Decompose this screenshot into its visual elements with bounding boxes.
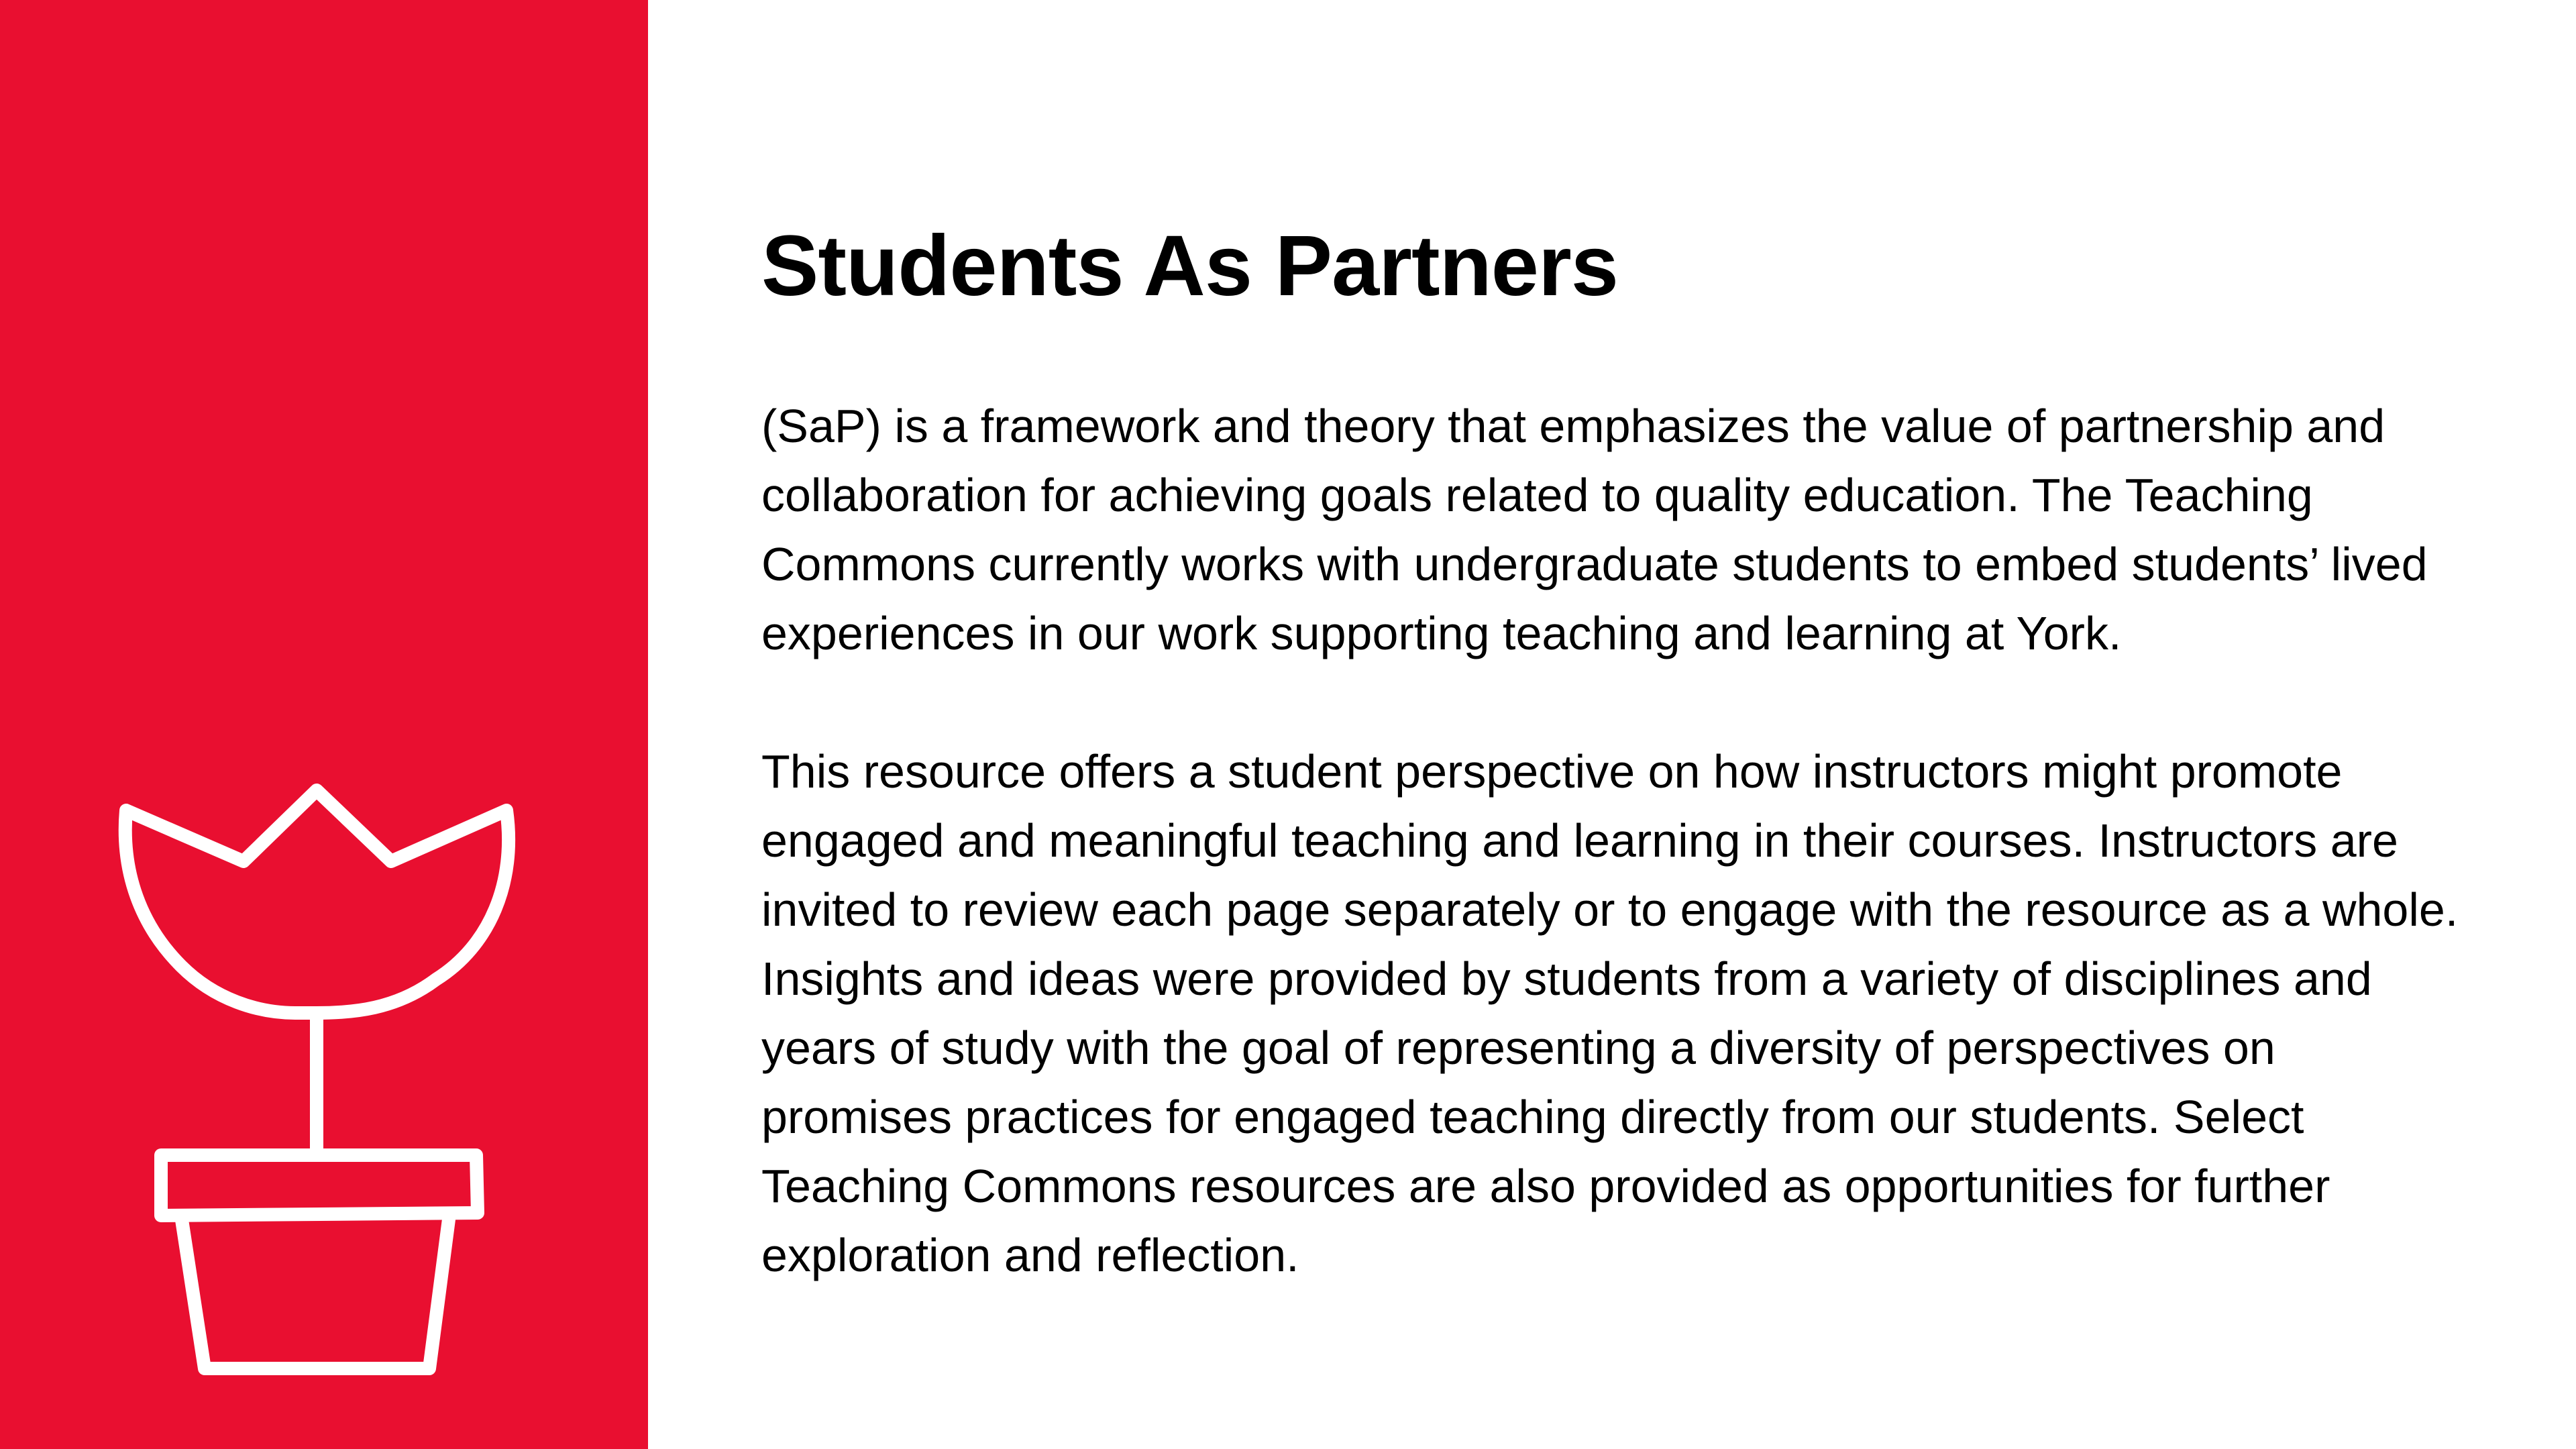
potted-tulip-icon bbox=[114, 778, 517, 1395]
tulip-flower-icon bbox=[125, 790, 508, 1013]
intro-paragraph: (SaP) is a framework and theory that emphasizes the value of partnership and collaboration for achieving goals related to quality education. The Teaching Commons currently works with undergraduate students to embed students’ lived experiences in our work supporting teaching and learning at York. bbox=[761, 399, 2428, 659]
pot-rim-icon bbox=[161, 1155, 478, 1216]
tulip-strokes bbox=[125, 790, 508, 1368]
resource-paragraph: This resource offers a student perspective on how instructors might promote engaged and meaningful teaching and learning in their courses. Instructors are invited to review each page separately or to engage with the resource as a whole. Insights and ideas were provided by students from a variety of disciplines and years of study with the goal of representing a diversity of perspectives on promises practices for engaged teaching directly from our students. Select Teaching Commons resources are also provided as opportunities for further exploration and reflection. bbox=[761, 745, 2459, 1281]
text-content bbox=[761, 215, 2479, 1290]
pot-body-icon bbox=[181, 1214, 449, 1368]
red-side-panel bbox=[0, 0, 648, 1449]
page-title: Students As Partners bbox=[761, 218, 1618, 314]
